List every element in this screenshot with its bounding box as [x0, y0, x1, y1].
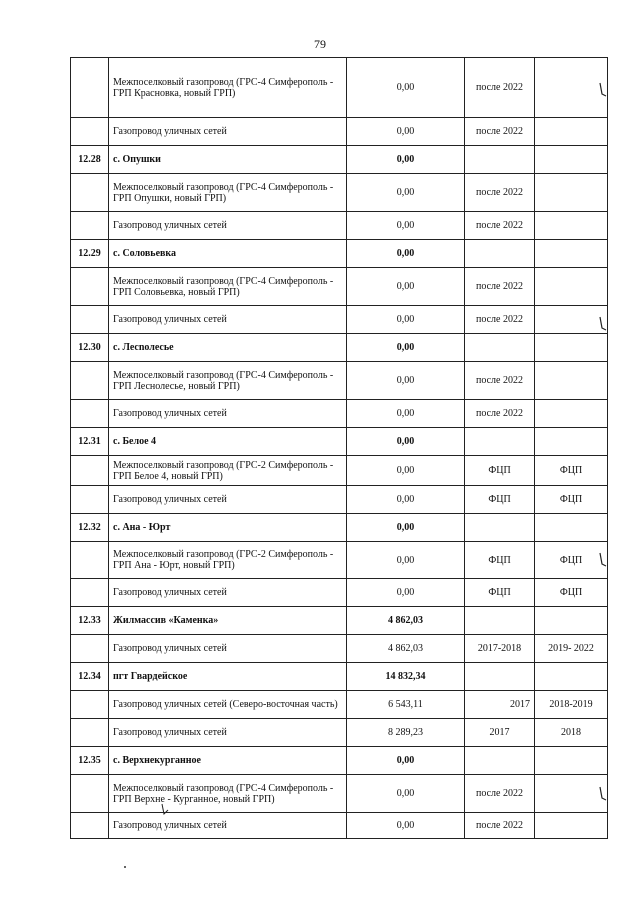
- object-name-cell: с. Опушки: [109, 146, 347, 174]
- period-cell: после 2022: [465, 118, 535, 146]
- value-cell: 0,00: [347, 579, 465, 607]
- object-name-cell: с. Белое 4: [109, 428, 347, 456]
- page-number: 79: [314, 37, 326, 51]
- period-cell: ФЦП: [465, 456, 535, 486]
- value-cell: 0,00: [347, 514, 465, 542]
- section-row: [71, 146, 608, 174]
- period-cell-2: [535, 174, 608, 212]
- period-cell-2: [535, 362, 608, 400]
- object-name-cell: Газопровод уличных сетей: [109, 400, 347, 428]
- table-row: [71, 306, 608, 334]
- object-name-cell: Межпоселковый газопровод (ГРС-2 Симферополь - ГРП Ана - Юрт, новый ГРП): [109, 542, 347, 579]
- period-cell: после 2022: [465, 400, 535, 428]
- period-cell-2: ФЦП: [535, 579, 608, 607]
- section-row: [71, 514, 608, 542]
- section-row: [71, 747, 608, 775]
- section-row: [71, 607, 608, 635]
- handwritten-tick-icon: [594, 786, 608, 802]
- handwritten-tick-icon: [158, 802, 172, 818]
- period-cell: после 2022: [465, 268, 535, 306]
- object-name-cell: Межпоселковый газопровод (ГРС-4 Симферополь - ГРП Соловьевка, новый ГРП): [109, 268, 347, 306]
- row-number-cell: [71, 362, 109, 400]
- row-number-cell: [71, 691, 109, 719]
- object-name-cell: с. Верхнекурганное: [109, 747, 347, 775]
- object-name-cell: пгт Гвардейское: [109, 663, 347, 691]
- row-number-cell: 12.31: [71, 428, 109, 456]
- table-row: [71, 268, 608, 306]
- period-cell-2: [535, 428, 608, 456]
- period-cell: [465, 146, 535, 174]
- value-cell: 0,00: [347, 428, 465, 456]
- row-number-cell: [71, 775, 109, 813]
- table-row: [71, 579, 608, 607]
- period-cell-2: [535, 813, 608, 839]
- table-row: [71, 813, 608, 839]
- value-cell: 0,00: [347, 146, 465, 174]
- row-number-cell: 12.32: [71, 514, 109, 542]
- value-cell: 6 543,11: [347, 691, 465, 719]
- table-row: [71, 456, 608, 486]
- period-cell-2: [535, 747, 608, 775]
- period-cell-2: [535, 607, 608, 635]
- value-cell: 0,00: [347, 174, 465, 212]
- section-row: [71, 663, 608, 691]
- period-cell: [465, 334, 535, 362]
- table-row: [71, 400, 608, 428]
- object-name-cell: Межпоселковый газопровод (ГРС-4 Симферополь - ГРП Леснолесье, новый ГРП): [109, 362, 347, 400]
- row-number-cell: [71, 456, 109, 486]
- period-cell: 2017: [465, 691, 535, 719]
- row-number-cell: [71, 579, 109, 607]
- value-cell: 0,00: [347, 362, 465, 400]
- period-cell: после 2022: [465, 58, 535, 118]
- row-number-cell: [71, 306, 109, 334]
- table-row: [71, 775, 608, 813]
- object-name-cell: Межпоселковый газопровод (ГРС-4 Симферополь - ГРП Верхне - Курганное, новый ГРП): [109, 775, 347, 813]
- period-cell: [465, 514, 535, 542]
- period-cell: [465, 428, 535, 456]
- section-row: [71, 334, 608, 362]
- object-name-cell: с. Лесnолесье: [109, 334, 347, 362]
- row-number-cell: [71, 635, 109, 663]
- value-cell: 0,00: [347, 240, 465, 268]
- value-cell: 8 289,23: [347, 719, 465, 747]
- object-name-cell: Газопровод уличных сетей: [109, 118, 347, 146]
- value-cell: 0,00: [347, 212, 465, 240]
- period-cell-2: 2018-2019: [535, 691, 608, 719]
- period-cell-2: [535, 118, 608, 146]
- value-cell: 0,00: [347, 306, 465, 334]
- row-number-cell: [71, 268, 109, 306]
- table-row: [71, 174, 608, 212]
- period-cell: ФЦП: [465, 486, 535, 514]
- scan-dot: [124, 866, 126, 868]
- value-cell: 0,00: [347, 542, 465, 579]
- object-name-cell: Межпоселковый газопровод (ГРС-4 Симферополь - ГРП Опушки, новый ГРП): [109, 174, 347, 212]
- section-row: [71, 428, 608, 456]
- period-cell-2: 2018: [535, 719, 608, 747]
- period-cell: 2017-2018: [465, 635, 535, 663]
- row-number-cell: 12.28: [71, 146, 109, 174]
- period-cell: после 2022: [465, 775, 535, 813]
- period-cell-2: ФЦП: [535, 456, 608, 486]
- handwritten-tick-icon: [594, 316, 608, 332]
- period-cell-2: [535, 146, 608, 174]
- row-number-cell: [71, 542, 109, 579]
- object-name-cell: с. Ана - Юрт: [109, 514, 347, 542]
- object-name-cell: Межпоселковый газопровод (ГРС-2 Симферополь - ГРП Белое 4, новый ГРП): [109, 456, 347, 486]
- period-cell-2: [535, 514, 608, 542]
- row-number-cell: [71, 212, 109, 240]
- table-row: [71, 542, 608, 579]
- row-number-cell: [71, 813, 109, 839]
- object-name-cell: Газопровод уличных сетей: [109, 306, 347, 334]
- period-cell: ФЦП: [465, 579, 535, 607]
- row-number-cell: [71, 118, 109, 146]
- row-number-cell: [71, 719, 109, 747]
- handwritten-tick-icon: [594, 552, 608, 568]
- period-cell: [465, 747, 535, 775]
- value-cell: 0,00: [347, 58, 465, 118]
- period-cell-2: 2019- 2022: [535, 635, 608, 663]
- object-name-cell: Газопровод уличных сетей: [109, 813, 347, 839]
- object-name-cell: Газопровод уличных сетей (Северо-восточная часть): [109, 691, 347, 719]
- object-name-cell: Газопровод уличных сетей: [109, 486, 347, 514]
- table-row: [71, 118, 608, 146]
- period-cell-2: [535, 663, 608, 691]
- value-cell: 4 862,03: [347, 607, 465, 635]
- object-name-cell: Газопровод уличных сетей: [109, 719, 347, 747]
- row-number-cell: [71, 58, 109, 118]
- handwritten-tick-icon: [594, 82, 608, 98]
- table-row: [71, 362, 608, 400]
- value-cell: 0,00: [347, 456, 465, 486]
- row-number-cell: [71, 400, 109, 428]
- period-cell: ФЦП: [465, 542, 535, 579]
- table-body: [71, 58, 608, 839]
- period-cell: [465, 240, 535, 268]
- value-cell: 4 862,03: [347, 635, 465, 663]
- value-cell: 14 832,34: [347, 663, 465, 691]
- object-name-cell: с. Соловьевка: [109, 240, 347, 268]
- object-name-cell: Межпоселковый газопровод (ГРС-4 Симферополь - ГРП Красновка, новый ГРП): [109, 58, 347, 118]
- row-number-cell: [71, 486, 109, 514]
- table-row: [71, 691, 608, 719]
- period-cell: после 2022: [465, 362, 535, 400]
- table-row: [71, 635, 608, 663]
- period-cell: после 2022: [465, 306, 535, 334]
- period-cell: после 2022: [465, 813, 535, 839]
- table-row: [71, 486, 608, 514]
- object-name-cell: Жилмассив «Каменка»: [109, 607, 347, 635]
- section-row: [71, 240, 608, 268]
- period-cell: после 2022: [465, 174, 535, 212]
- period-cell: 2017: [465, 719, 535, 747]
- object-name-cell: Газопровод уличных сетей: [109, 212, 347, 240]
- period-cell-2: [535, 400, 608, 428]
- value-cell: 0,00: [347, 486, 465, 514]
- row-number-cell: 12.29: [71, 240, 109, 268]
- period-cell-2: [535, 212, 608, 240]
- value-cell: 0,00: [347, 118, 465, 146]
- period-cell-2: [535, 268, 608, 306]
- value-cell: 0,00: [347, 747, 465, 775]
- period-cell: [465, 663, 535, 691]
- value-cell: 0,00: [347, 400, 465, 428]
- table-row: [71, 58, 608, 118]
- period-cell-2: ФЦП: [535, 486, 608, 514]
- value-cell: 0,00: [347, 268, 465, 306]
- period-cell-2: ФЦП: [535, 542, 608, 579]
- value-cell: 0,00: [347, 334, 465, 362]
- value-cell: 0,00: [347, 813, 465, 839]
- value-cell: 0,00: [347, 775, 465, 813]
- period-cell: после 2022: [465, 212, 535, 240]
- row-number-cell: 12.30: [71, 334, 109, 362]
- object-name-cell: Газопровод уличных сетей: [109, 579, 347, 607]
- row-number-cell: 12.35: [71, 747, 109, 775]
- object-name-cell: Газопровод уличных сетей: [109, 635, 347, 663]
- row-number-cell: [71, 174, 109, 212]
- period-cell-2: [535, 334, 608, 362]
- table-row: [71, 719, 608, 747]
- period-cell-2: [535, 240, 608, 268]
- table-row: [71, 212, 608, 240]
- row-number-cell: 12.33: [71, 607, 109, 635]
- gas-pipeline-table: [70, 57, 608, 839]
- row-number-cell: 12.34: [71, 663, 109, 691]
- period-cell: [465, 607, 535, 635]
